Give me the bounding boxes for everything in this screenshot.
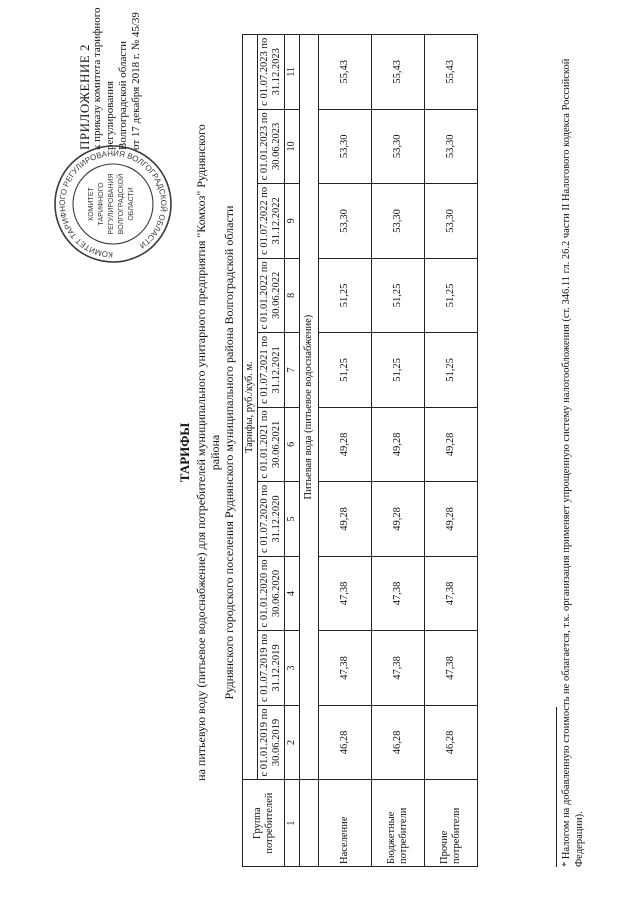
tariff-header-cell: Тарифы, руб./куб. м.	[243, 35, 258, 780]
appendix-line-2: Волгоградской области	[117, 41, 129, 150]
tariff-value: 53,30	[425, 109, 478, 184]
column-number-cell: 2	[285, 705, 300, 780]
tariff-value: 55,43	[425, 35, 478, 110]
appendix-line-1: к приказу комитета тарифного регулирования	[91, 7, 116, 150]
consumer-group-name: Население	[319, 780, 372, 867]
table-row	[372, 35, 425, 867]
tariff-value: 49,28	[319, 407, 372, 482]
table-header-row	[243, 35, 258, 867]
consumer-group-name: Бюджетные потребители	[372, 780, 425, 867]
section-empty-cell	[300, 780, 319, 867]
document-subtitle-line-1: на питьевую воду (питьевое водоснабжение) для потребителей муниципального унитарного предприятия "Комхоз" Руднянского района	[194, 124, 222, 781]
appendix-title: ПРИЛОЖЕНИЕ 2	[77, 44, 92, 150]
tariff-value: 53,30	[319, 184, 372, 259]
seal-center-line-5: ОБЛАСТИ	[128, 187, 135, 221]
column-number-cell: 8	[285, 258, 300, 333]
section-row	[300, 35, 319, 867]
period-cell: с 01.07.2019 по 31.12.2019	[258, 631, 285, 706]
tariff-value: 47,38	[319, 631, 372, 706]
tariff-value: 47,38	[425, 631, 478, 706]
official-seal-stamp	[52, 143, 174, 265]
tariffs-table	[242, 34, 478, 867]
tariff-value: 55,43	[319, 35, 372, 110]
seal-center-line-3: РЕГУЛИРОВАНИЯ	[108, 173, 115, 235]
column-number-cell: 11	[285, 35, 300, 110]
column-number-cell: 6	[285, 407, 300, 482]
tariff-value: 49,28	[372, 407, 425, 482]
period-cell: с 01.07.2023 по 31.12.2023	[258, 35, 285, 110]
tariff-value: 51,25	[425, 258, 478, 333]
period-cell: с 01.01.2022 по 30.06.2022	[258, 258, 285, 333]
document-title: ТАРИФЫ	[177, 422, 192, 483]
tariff-value: 51,25	[372, 333, 425, 408]
tariff-value: 47,38	[372, 556, 425, 631]
tariff-value: 53,30	[372, 109, 425, 184]
period-cell: с 01.07.2022 по 31.12.2022	[258, 184, 285, 259]
table-period-row	[258, 35, 285, 867]
appendix-line-3: от 17 декабря 2018 г. № 45/39	[130, 12, 142, 150]
period-cell: с 01.01.2023 по 30.06.2023	[258, 109, 285, 184]
tariff-value: 49,28	[425, 482, 478, 557]
tariff-value: 53,30	[425, 184, 478, 259]
tariff-value: 55,43	[372, 35, 425, 110]
group-header-cell: Группа потребителей	[243, 780, 285, 867]
period-cell: с 01.01.2021 по 30.06.2021	[258, 407, 285, 482]
tariff-value: 53,30	[319, 109, 372, 184]
column-number-cell: 3	[285, 631, 300, 706]
tariff-value: 46,28	[425, 705, 478, 780]
seal-center-line-1: КОМИТЕТ	[88, 187, 95, 221]
tariff-value: 49,28	[372, 482, 425, 557]
tariff-value: 49,28	[425, 407, 478, 482]
column-number-cell: 4	[285, 556, 300, 631]
period-cell: с 01.07.2021 по 31.12.2021	[258, 333, 285, 408]
column-number-row	[285, 35, 300, 867]
footnote-divider	[556, 707, 557, 867]
tariff-value: 47,38	[319, 556, 372, 631]
column-number-cell: 9	[285, 184, 300, 259]
document-heading	[178, 110, 236, 795]
tariff-value: 47,38	[372, 631, 425, 706]
tariff-value: 51,25	[425, 333, 478, 408]
tariff-value: 47,38	[425, 556, 478, 631]
document-subtitle-line-2: Руднянского городского поселения Руднянского муниципального района Волгоградской области	[222, 205, 236, 700]
period-cell: с 01.01.2019 по 30.06.2019	[258, 705, 285, 780]
consumer-group-name: Прочие потребители	[425, 780, 478, 867]
tariff-value: 46,28	[372, 705, 425, 780]
tariff-value: 53,30	[372, 184, 425, 259]
table-row	[319, 35, 372, 867]
seal-ring-text: КОМИТЕТ ТАРИФНОГО РЕГУЛИРОВАНИЯ ВОЛГОГРАДСКОЙ ОБЛАСТИ	[57, 148, 169, 260]
period-cell: с 01.01.2020 по 30.06.2020	[258, 556, 285, 631]
column-number-cell: 5	[285, 482, 300, 557]
period-cell: с 01.07.2020 по 31.12.2020	[258, 482, 285, 557]
seal-center-line-2: ТАРИФНОГО	[98, 182, 105, 226]
appendix-block	[78, 0, 143, 150]
tariff-value: 46,28	[319, 705, 372, 780]
section-title-cell: Питьевая вода (питьевое водоснабжение)	[300, 35, 319, 780]
tariff-value: 49,28	[319, 482, 372, 557]
column-number-cell: 1	[285, 780, 300, 867]
column-number-cell: 7	[285, 333, 300, 408]
table-row	[425, 35, 478, 867]
column-number-cell: 10	[285, 109, 300, 184]
tariff-value: 51,25	[319, 333, 372, 408]
seal-center-line-4: ВОЛГОГРАДСКОЙ	[118, 173, 125, 235]
tariff-value: 51,25	[319, 258, 372, 333]
tariff-value: 51,25	[372, 258, 425, 333]
footnote: * Налогом на добавленную стоимость не облагается, т.к. организация применяет упрощенную систему налогообложения (ст. 346.11 гл. 26.2 части II Налогового кодекса Российской Федерации).	[561, 58, 585, 867]
